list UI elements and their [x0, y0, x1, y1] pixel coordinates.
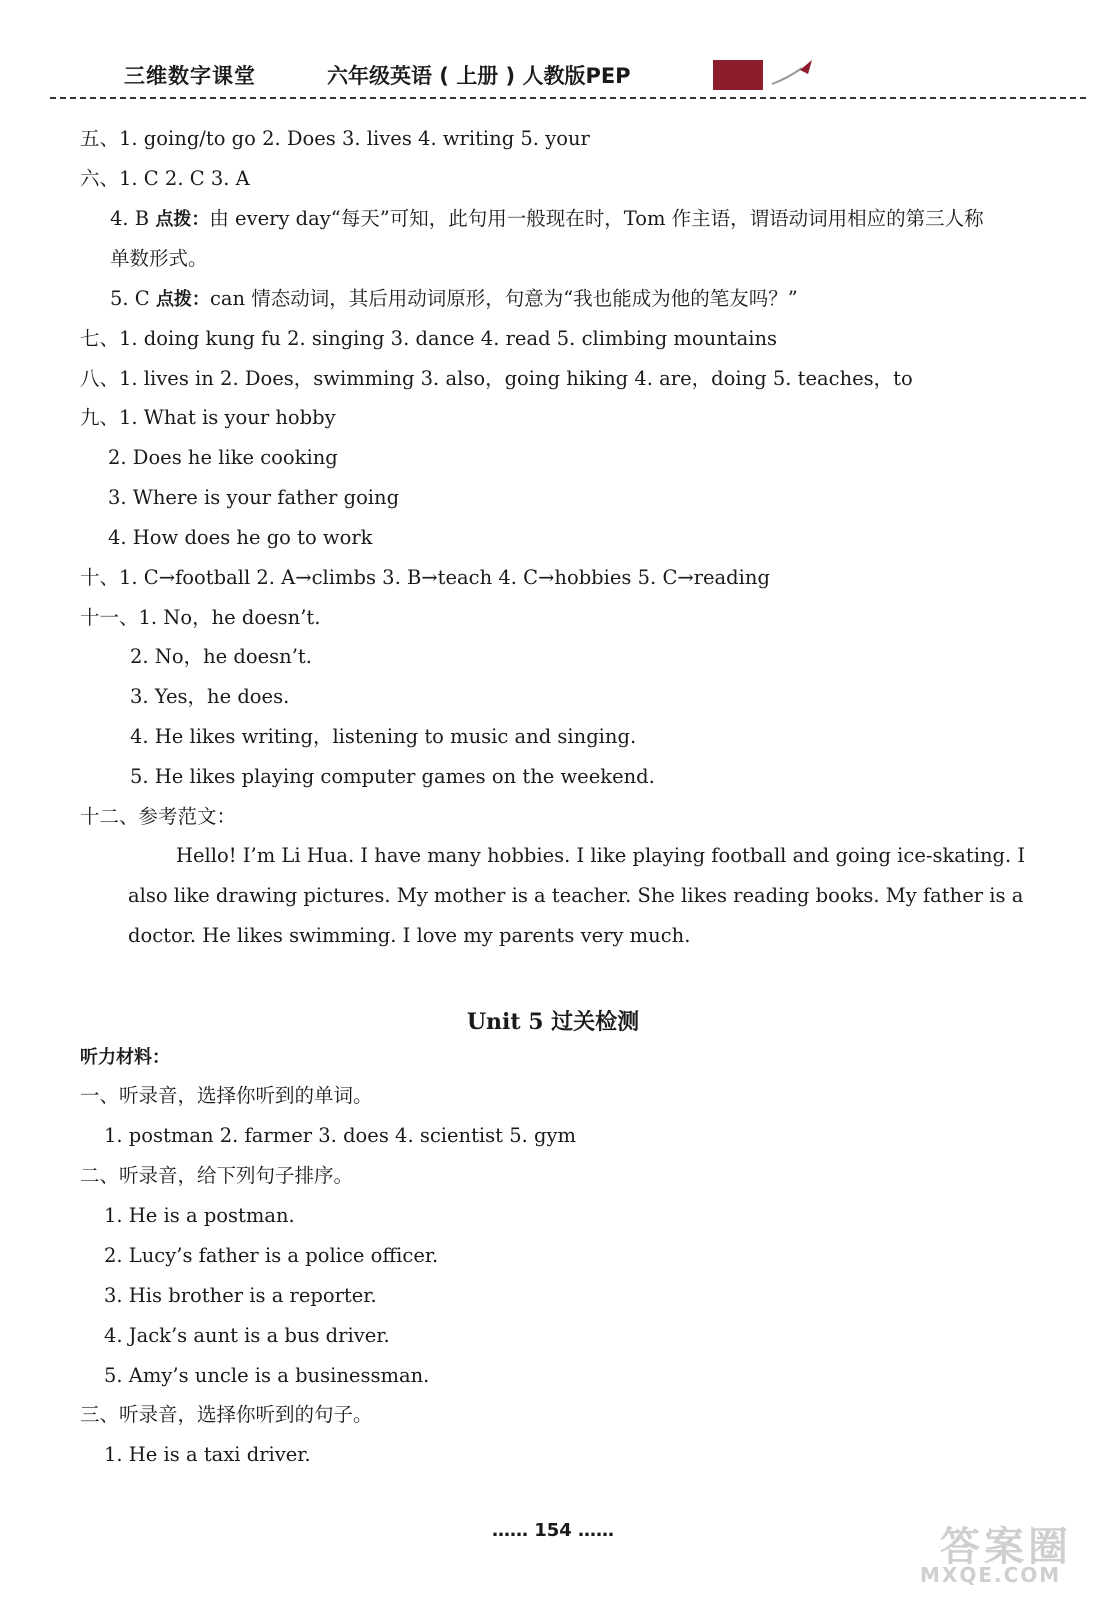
hint-text: can 情态动词，其后用动词原形，句意为“我也能成为他的笔友吗？”	[209, 287, 798, 310]
answer-section-7: 七、1. doing kung fu 2. singing 3. dance 4. read 5. climbing mountains	[80, 327, 778, 350]
answer-6-5	[110, 286, 798, 313]
answer-section-6: 六、1. C 2. C 3. A	[80, 167, 250, 190]
brand-name: 三维数字课堂	[124, 64, 256, 88]
answer-section-5: 五、1. going/to go 2. Does 3. lives 4. writing 5. your	[80, 127, 590, 150]
listening-q2-item: 5. Amy’s uncle is a businessman.	[104, 1364, 430, 1387]
answer-9-4: 4. How does he go to work	[108, 526, 373, 549]
listening-q1-title: 一、听录音，选择你听到的单词。	[80, 1084, 373, 1107]
header-divider	[50, 97, 1086, 99]
logo-block	[713, 60, 763, 90]
answer-6-4	[110, 206, 984, 233]
hint-label: 点拨：	[155, 209, 210, 230]
unit-title: Unit 5 过关检测	[466, 1009, 640, 1035]
listening-q2-item: 1. He is a postman.	[104, 1204, 295, 1227]
page-header	[0, 0, 1106, 110]
answer-number: 4. B	[110, 207, 156, 230]
answer-number: 5. C	[110, 287, 156, 310]
listening-label: 听力材料：	[80, 1047, 170, 1068]
hint-label: 点拨：	[155, 289, 210, 310]
answer-9-3: 3. Where is your father going	[108, 486, 400, 509]
answer-6-4-cont: 单数形式。	[110, 247, 208, 270]
listening-q3-title: 三、听录音，选择你听到的句子。	[80, 1403, 373, 1426]
listening-q2-item: 3. His brother is a reporter.	[104, 1284, 377, 1307]
answer-section-10: 十、1. C→football 2. A→climbs 3. B→teach 4. C→hobbies 5. C→reading	[80, 566, 770, 589]
listening-q2-title: 二、听录音，给下列句子排序。	[80, 1164, 354, 1187]
rocket-icon	[770, 58, 816, 88]
answer-11-5: 5. He likes playing computer games on the weekend.	[130, 765, 655, 788]
answer-11-2: 2. No，he doesn’t.	[130, 645, 312, 668]
answer-section-12: 十二、参考范文：	[80, 805, 237, 828]
listening-q2-item: 4. Jack’s aunt is a bus driver.	[104, 1324, 390, 1347]
watermark-logo-text: 答案圈	[940, 1524, 1072, 1570]
book-title: 六年级英语 ( 上册 ) 人教版PEP	[327, 64, 631, 88]
answer-11-4: 4. He likes writing，listening to music and singing.	[130, 725, 637, 748]
page-number: …… 154 ……	[491, 1520, 615, 1541]
answer-section-11: 十一、1. No，he doesn’t.	[80, 606, 321, 629]
answer-11-3: 3. Yes，he does.	[130, 685, 290, 708]
answer-9-2: 2. Does he like cooking	[108, 446, 338, 469]
listening-q3-item: 1. He is a taxi driver.	[104, 1443, 311, 1466]
listening-q1-items: 1. postman 2. farmer 3. does 4. scientist 5. gym	[104, 1124, 577, 1147]
watermark-url: MXQE.COM	[920, 1563, 1062, 1587]
hint-text: 由 every day“每天”可知，此句用一般现在时，Tom 作主语，谓语动词用相应的第三人称	[209, 207, 984, 230]
listening-q2-item: 2. Lucy’s father is a police officer.	[104, 1244, 439, 1267]
answer-section-9: 九、1. What is your hobby	[80, 406, 336, 429]
watermark	[920, 1515, 1090, 1590]
answer-section-8: 八、1. lives in 2. Does，swimming 3. also，going hiking 4. are，doing 5. teaches，to	[80, 367, 913, 390]
sample-essay: Hello! I’m Li Hua. I have many hobbies. I like playing football and going ice-skating. I also like drawing pictures. My mother is a teacher. She likes reading books. My father is a doctor. He likes swimming. I love my parents very much.	[128, 844, 1026, 947]
